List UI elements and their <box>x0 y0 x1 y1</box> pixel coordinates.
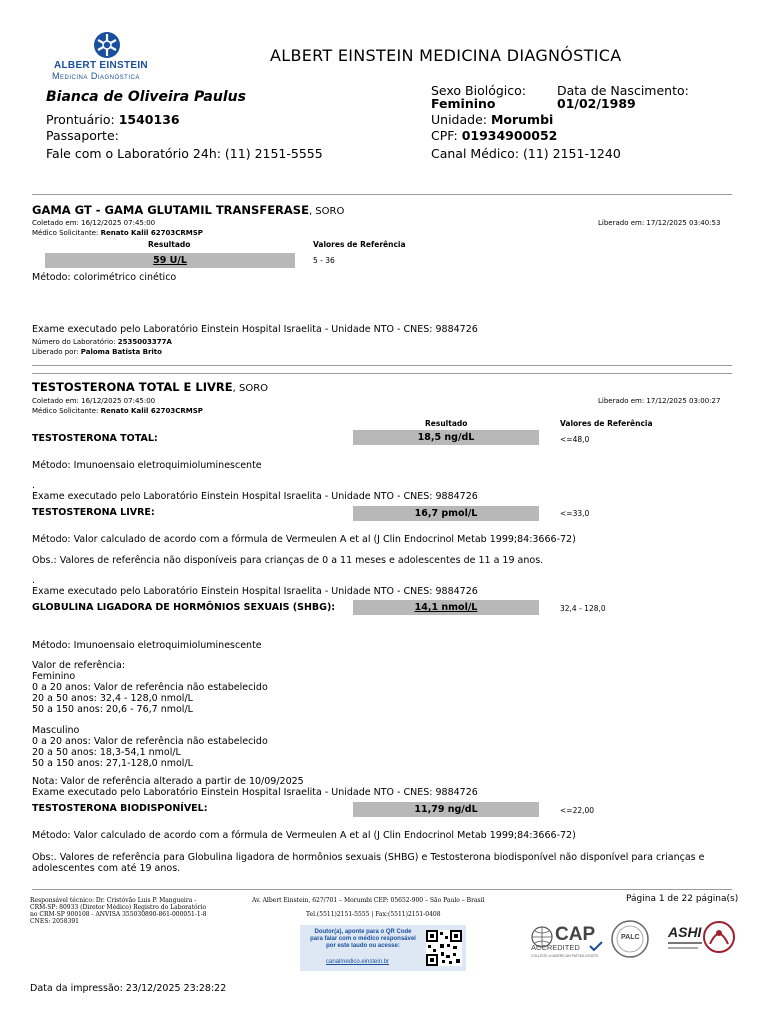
ref-line: 50 a 150 anos: 20,6 - 76,7 nmol/L <box>32 704 193 715</box>
bio-result: 11,79 ng/dL <box>353 802 539 817</box>
dot: . <box>32 480 36 491</box>
testo-resultado-header: Resultado <box>425 419 468 428</box>
ashi-logo <box>666 918 738 960</box>
testo-medico-label: Médico Solicitante: <box>32 407 99 415</box>
bio-label: TESTOSTERONA BIODISPONÍVEL: <box>32 803 208 814</box>
ggt-liberado-por <box>32 348 162 356</box>
qr-panel <box>300 925 466 971</box>
ashi-tagline-line <box>668 947 698 949</box>
executado: Exame executado pelo Laboratório Einstein Hospital Israelita - Unidade NTO - CNES: 9884726 <box>32 491 478 502</box>
nota: Nota: Valor de referência alterado a partir de 10/09/2025 <box>32 776 304 787</box>
qr-code-icon[interactable] <box>426 930 462 966</box>
patient-name: Bianca de Oliveira Paulus <box>46 89 246 105</box>
ggt-result-value: 59 U/L <box>153 255 187 266</box>
cap-accredited: ACCREDITED <box>531 943 580 952</box>
executado: Exame executado pelo Laboratório Einstein Hospital Israelita - Unidade NTO - CNES: 9884726 <box>32 586 478 597</box>
bio-obs-2: adolescentes com até 19 anos. <box>32 863 181 874</box>
footer-divider <box>32 889 732 890</box>
testo-liberado-em: Liberado em: 17/12/2025 03:00:27 <box>598 397 721 405</box>
ggt-executado: Exame executado pelo Laboratório Einstein Hospital Israelita - Unidade NTO - CNES: 9884726 <box>32 324 478 335</box>
qr-text-line: para falar com o médico responsável <box>310 936 416 942</box>
ref-line: 0 a 20 anos: Valor de referência não estabelecido <box>32 736 268 747</box>
prontuario <box>46 112 180 127</box>
executado: Exame executado pelo Laboratório Einstein Hospital Israelita - Unidade NTO - CNES: 9884726 <box>32 787 478 798</box>
logo-name: ALBERT EINSTEIN <box>54 60 148 71</box>
cpf-value: 01934900052 <box>461 128 558 143</box>
dot: . <box>32 575 36 586</box>
ggt-ref: 5 - 36 <box>313 256 335 265</box>
palc-seal <box>610 919 650 959</box>
ggt-liberado-em: Liberado em: 17/12/2025 03:40:53 <box>598 219 721 227</box>
bio-ref: <=22,00 <box>560 806 595 815</box>
ref-line: Valor de referência: <box>32 660 126 671</box>
logo-sub: Medicina Diagnóstica <box>52 71 140 81</box>
sexo-label: Sexo Biológico: <box>431 83 526 98</box>
ggt-ref-header: Valores de Referência <box>313 240 406 249</box>
testo-title-text: TESTOSTERONA TOTAL E LIVRE <box>32 380 233 394</box>
ggt-result <box>45 253 295 268</box>
ggt-medico <box>32 229 203 237</box>
livre-obs: Obs.: Valores de referência não disponíveis para crianças de 0 a 11 meses e adolescentes de 11 a 19 anos. <box>32 555 544 566</box>
cap-college: COLLEGE of AMERICAN PATHOLOGISTS <box>531 954 599 958</box>
unidade <box>431 112 553 127</box>
shbg-result <box>353 600 539 615</box>
ggt-numero-label: Número do Laboratório: <box>32 338 116 346</box>
palc-text: PALC <box>621 934 640 941</box>
bio-metodo: Método: Valor calculado de acordo com a fórmula de Vermeulen A et al (J Clin Endocrinol Metab 1999;84:3666-72) <box>32 830 576 841</box>
resp-line: CNES: 2058391 <box>30 918 79 925</box>
lab-contact: Fale com o Laboratório 24h: (11) 2151-5555 <box>46 146 323 161</box>
divider <box>32 194 732 195</box>
cap-text: CAP <box>555 924 596 945</box>
testo-medico <box>32 407 203 415</box>
nasc-label: Data de Nascimento: <box>557 83 689 98</box>
ref-line: 20 a 50 anos: 32,4 - 128,0 nmol/L <box>32 693 193 704</box>
ref-list-masculino <box>32 725 268 769</box>
total-label: TESTOSTERONA TOTAL: <box>32 433 158 444</box>
divider <box>32 365 732 366</box>
ref-line: 0 a 20 anos: Valor de referência não estabelecido <box>32 682 268 693</box>
ggt-medico-label: Médico Solicitante: <box>32 229 99 237</box>
ggt-material: , SORO <box>308 206 345 217</box>
passaporte-label: Passaporte: <box>46 128 119 143</box>
canal-medico: Canal Médico: (11) 2151-1240 <box>431 146 621 161</box>
unidade-label: Unidade: <box>431 112 487 127</box>
ggt-coletado: Coletado em: 16/12/2025 07:45:00 <box>32 219 156 227</box>
print-date: Data da impressão: 23/12/2025 23:28:22 <box>30 983 227 994</box>
total-result: 18,5 ng/dL <box>353 430 539 445</box>
ref-line: 50 a 150 anos: 27,1-128,0 nmol/L <box>32 758 193 769</box>
sexo-value: Feminino <box>431 96 496 111</box>
address: Av. Albert Einstein, 627/701 – Morumbi CEP: 05652-900 – São Paulo – Brasil <box>252 897 485 904</box>
divider <box>32 373 732 374</box>
total-metodo: Método: Imunoensaio eletroquimioluminescente <box>32 460 262 471</box>
testo-material: , SORO <box>232 383 269 394</box>
ggt-numero-value: 2535003377A <box>117 338 172 346</box>
ashi-emblem-icon <box>702 920 736 954</box>
ref-list-feminino <box>32 660 268 715</box>
resp-line: no CRM-SP 900108 - ANVISA 355030890-861-000051-1-8 <box>30 911 207 918</box>
tel-fax: Tel.(5511)2151-5555 | Fax:(5511)2151-0408 <box>306 911 441 918</box>
cap-logo <box>531 924 605 960</box>
bio-obs-1: Obs:. Valores de referência para Globulina ligadora de hormônios sexuais (SHBG) e Testosterona biodisponível não disponível para crianças e <box>32 852 705 863</box>
cpf-label: CPF: <box>431 128 458 143</box>
responsavel-tecnico <box>30 897 207 925</box>
livre-result: 16,7 pmol/L <box>353 506 539 521</box>
livre-label: TESTOSTERONA LIVRE: <box>32 507 155 518</box>
shbg-result-value: 14,1 nmol/L <box>414 602 478 613</box>
ashi-text: ASHI <box>668 924 702 940</box>
einstein-logo <box>50 30 162 82</box>
nasc-value: 01/02/1989 <box>557 96 636 111</box>
ggt-resultado-header: Resultado <box>148 240 191 249</box>
testo-title <box>32 380 268 394</box>
ggt-liberado-por-label: Liberado por: <box>32 348 79 356</box>
resp-line: Responsável técnico: Dr. Cristóvão Luis P. Mangueira - <box>30 897 197 904</box>
livre-metodo: Método: Valor calculado de acordo com a fórmula de Vermeulen A et al (J Clin Endocrinol Metab 1999;84:3666-72) <box>32 534 576 545</box>
ggt-liberado-por-value: Paloma Batista Brito <box>80 348 162 356</box>
qr-text-line: por este laudo ou acesse: <box>326 943 400 949</box>
livre-ref: <=33,0 <box>560 509 590 518</box>
prontuario-value: 1540136 <box>118 112 180 127</box>
qr-link[interactable]: canalmedico.einstein.br <box>326 959 390 965</box>
ggt-title <box>32 203 344 217</box>
shbg-label: GLOBULINA LIGADORA DE HORMÔNIOS SEXUAIS (SHBG): <box>32 602 336 613</box>
qr-text-line: Doutor(a), aponte para o QR Code <box>314 929 412 935</box>
ref-line: 20 a 50 anos: 18,3-54,1 nmol/L <box>32 747 181 758</box>
ref-line: Feminino <box>32 671 76 682</box>
unidade-value: Morumbi <box>490 112 554 127</box>
shbg-ref: 32,4 - 128,0 <box>560 604 606 613</box>
checkmark-icon <box>589 941 603 951</box>
ashi-tagline-line <box>668 942 702 944</box>
ggt-title-text: GAMA GT - GAMA GLUTAMIL TRANSFERASE <box>32 203 309 217</box>
page-number: Página 1 de 22 página(s) <box>626 894 739 904</box>
ggt-medico-value: Renato Kalil 62703CRMSP <box>100 229 203 237</box>
prontuario-label: Prontuário: <box>46 112 115 127</box>
total-ref: <=48,0 <box>560 435 590 444</box>
einstein-logo-icon <box>92 30 122 60</box>
resp-line: CRM-SP: 80933 (Diretor Médico) Registro do Laboratório <box>30 904 207 911</box>
lab-title: ALBERT EINSTEIN MEDICINA DIAGNÓSTICA <box>270 46 622 65</box>
ggt-numero <box>32 338 172 346</box>
qr-text <box>304 929 422 950</box>
shbg-metodo: Método: Imunoensaio eletroquimioluminescente <box>32 640 262 651</box>
testo-medico-value: Renato Kalil 62703CRMSP <box>100 407 203 415</box>
testo-ref-header: Valores de Referência <box>560 419 653 428</box>
cpf <box>431 128 557 143</box>
ref-line: Masculino <box>32 725 80 736</box>
testo-coletado: Coletado em: 16/12/2025 07:45:00 <box>32 397 156 405</box>
ggt-metodo: Método: colorimétrico cinético <box>32 272 177 283</box>
